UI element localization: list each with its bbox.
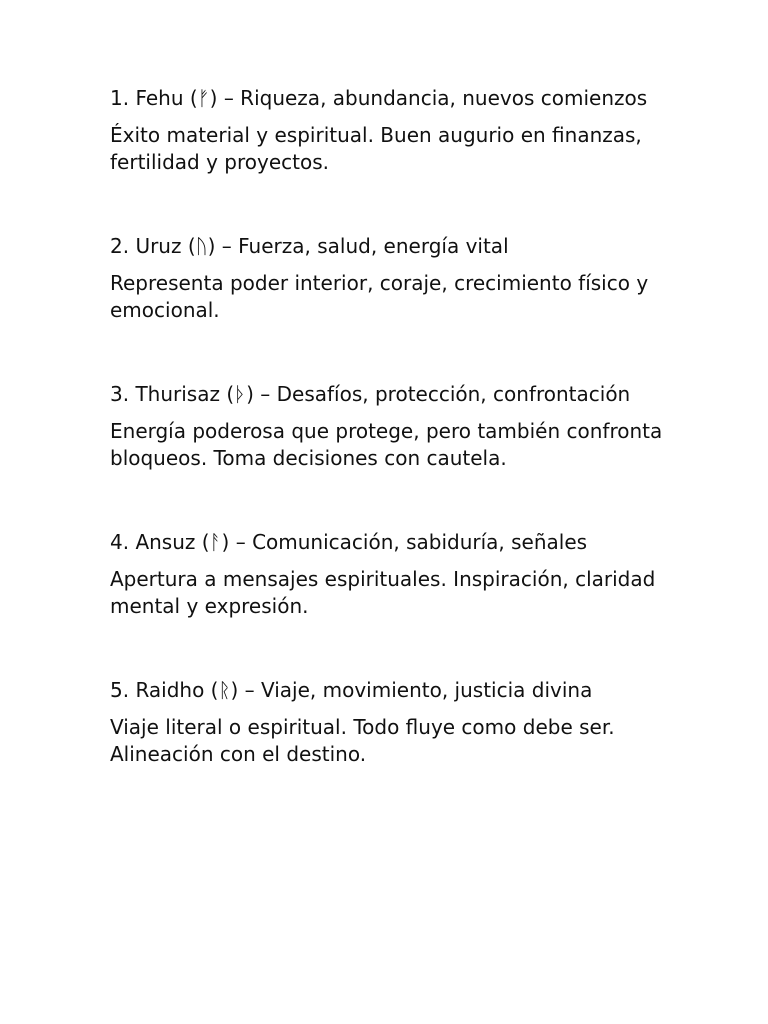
- rune-entry-ansuz: [110, 529, 670, 620]
- document-page: [110, 85, 670, 825]
- rune-entry-raidho: [110, 677, 670, 768]
- rune-title: 4. Ansuz (ᚨ) – Comunicación, sabiduría, señales: [110, 530, 588, 554]
- rune-description: Éxito material y espiritual. Buen augurio en finanzas, fertilidad y proyectos.: [110, 123, 642, 174]
- rune-entry-fehu: [110, 85, 670, 176]
- rune-description: Representa poder interior, coraje, crecimiento físico y emocional.: [110, 271, 649, 322]
- rune-title: 1. Fehu (ᚠ) – Riqueza, abundancia, nuevos comienzos: [110, 86, 648, 110]
- rune-description: Apertura a mensajes espirituales. Inspiración, claridad mental y expresión.: [110, 567, 656, 618]
- rune-title: 5. Raidho (ᚱ) – Viaje, movimiento, justicia divina: [110, 678, 593, 702]
- rune-description: Energía poderosa que protege, pero también confronta bloqueos. Toma decisiones con cautela.: [110, 419, 663, 470]
- rune-title: 3. Thurisaz (ᚦ) – Desafíos, protección, confrontación: [110, 382, 631, 406]
- rune-title: 2. Uruz (ᚢ) – Fuerza, salud, energía vital: [110, 234, 509, 258]
- rune-entry-uruz: [110, 233, 670, 324]
- rune-entry-thurisaz: [110, 381, 670, 472]
- rune-description: Viaje literal o espiritual. Todo fluye como debe ser. Alineación con el destino.: [110, 715, 615, 766]
